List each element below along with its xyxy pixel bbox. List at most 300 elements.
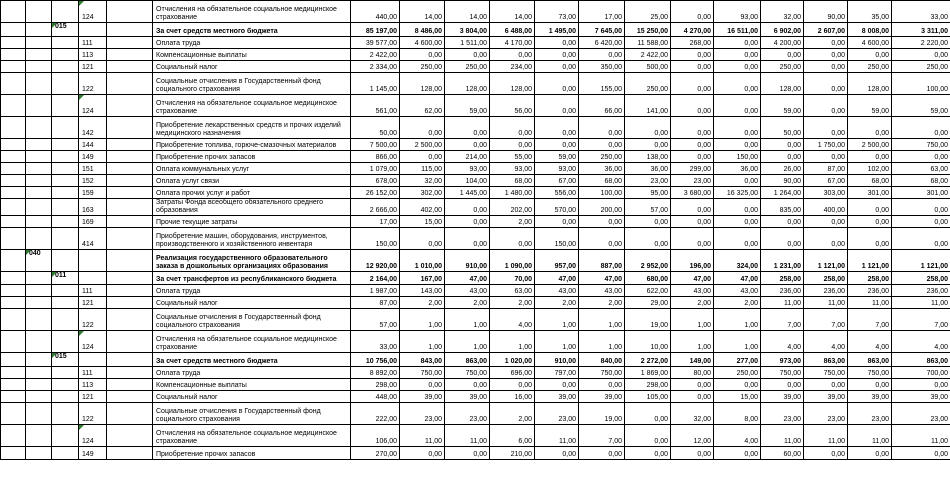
amount-cell[interactable]: 0,00 — [848, 49, 892, 61]
program-code-cell[interactable] — [26, 425, 52, 447]
amount-cell[interactable]: 39,00 — [892, 391, 950, 403]
subprogram-code-cell[interactable] — [52, 1, 79, 23]
blank-cell[interactable] — [1, 216, 26, 228]
item-name-cell[interactable]: Компенсационные выплаты — [153, 379, 351, 391]
amount-cell[interactable]: 80,00 — [671, 367, 714, 379]
amount-cell[interactable]: 7,00 — [579, 425, 625, 447]
subprogram-code-cell[interactable] — [52, 49, 79, 61]
subprogram-code-cell[interactable] — [52, 403, 79, 425]
amount-cell[interactable]: 0,00 — [579, 49, 625, 61]
amount-cell[interactable]: 155,00 — [579, 73, 625, 95]
amount-cell[interactable]: 2 272,00 — [625, 353, 671, 367]
amount-cell[interactable]: 0,00 — [579, 117, 625, 139]
subprogram-code-cell[interactable] — [52, 151, 79, 163]
amount-cell[interactable]: 15,00 — [714, 391, 761, 403]
specifics-code-cell[interactable] — [79, 23, 107, 37]
specifics-code-cell[interactable]: 122 — [79, 403, 107, 425]
amount-cell[interactable]: 33,00 — [351, 331, 400, 353]
program-code-cell[interactable] — [26, 403, 52, 425]
amount-cell[interactable]: 1,00 — [490, 331, 535, 353]
amount-cell[interactable]: 33,00 — [892, 1, 950, 23]
amount-cell[interactable]: 12,00 — [671, 425, 714, 447]
amount-cell[interactable]: 128,00 — [400, 73, 445, 95]
blank-cell[interactable] — [1, 353, 26, 367]
amount-cell[interactable]: 1 495,00 — [535, 23, 579, 37]
amount-cell[interactable]: 0,00 — [535, 73, 579, 95]
amount-cell[interactable]: 750,00 — [892, 139, 950, 151]
amount-cell[interactable]: 63,00 — [892, 163, 950, 175]
amount-cell[interactable]: 39,00 — [400, 391, 445, 403]
amount-cell[interactable]: 0,00 — [892, 228, 950, 250]
blank-cell[interactable] — [1, 61, 26, 73]
specifics-code-cell[interactable]: 414 — [79, 228, 107, 250]
amount-cell[interactable]: 11,00 — [892, 425, 950, 447]
amount-cell[interactable]: 0,00 — [625, 425, 671, 447]
amount-cell[interactable]: 250,00 — [625, 73, 671, 95]
amount-cell[interactable]: 32,00 — [671, 403, 714, 425]
amount-cell[interactable]: 0,00 — [848, 216, 892, 228]
amount-cell[interactable]: 150,00 — [535, 228, 579, 250]
amount-cell[interactable]: 250,00 — [848, 61, 892, 73]
amount-cell[interactable]: 3 804,00 — [445, 23, 490, 37]
amount-cell[interactable]: 863,00 — [445, 353, 490, 367]
blank-cell[interactable] — [107, 331, 153, 353]
blank-cell[interactable] — [1, 425, 26, 447]
amount-cell[interactable]: 0,00 — [714, 37, 761, 49]
amount-cell[interactable]: 0,00 — [445, 228, 490, 250]
program-code-cell[interactable] — [26, 73, 52, 95]
item-name-cell[interactable]: Отчисления на обязательное социальное медицинское страхование — [153, 1, 351, 23]
blank-cell[interactable] — [1, 199, 26, 216]
amount-cell[interactable]: 8 486,00 — [400, 23, 445, 37]
amount-cell[interactable]: 3 680,00 — [671, 187, 714, 199]
amount-cell[interactable]: 1 264,00 — [761, 187, 804, 199]
amount-cell[interactable]: 1 987,00 — [351, 285, 400, 297]
amount-cell[interactable]: 59,00 — [848, 95, 892, 117]
amount-cell[interactable]: 250,00 — [579, 151, 625, 163]
amount-cell[interactable]: 0,00 — [804, 151, 848, 163]
item-name-cell[interactable]: Компенсационные выплаты — [153, 49, 351, 61]
amount-cell[interactable]: 16 325,00 — [714, 187, 761, 199]
amount-cell[interactable]: 0,00 — [671, 49, 714, 61]
amount-cell[interactable]: 23,00 — [400, 403, 445, 425]
amount-cell[interactable]: 680,00 — [625, 272, 671, 285]
amount-cell[interactable]: 29,00 — [625, 297, 671, 309]
amount-cell[interactable]: 2 500,00 — [400, 139, 445, 151]
amount-cell[interactable]: 214,00 — [445, 151, 490, 163]
amount-cell[interactable]: 8,00 — [714, 403, 761, 425]
amount-cell[interactable]: 35,00 — [848, 1, 892, 23]
program-code-cell[interactable] — [26, 163, 52, 175]
amount-cell[interactable]: 93,00 — [714, 1, 761, 23]
blank-cell[interactable] — [1, 187, 26, 199]
amount-cell[interactable]: 1,00 — [445, 309, 490, 331]
program-code-cell[interactable] — [26, 297, 52, 309]
item-name-cell[interactable]: Социальные отчисления в Государственный фонд социального страхования — [153, 403, 351, 425]
amount-cell[interactable]: 11,00 — [445, 425, 490, 447]
amount-cell[interactable]: 0,00 — [671, 1, 714, 23]
amount-cell[interactable]: 1 121,00 — [848, 250, 892, 272]
amount-cell[interactable]: 59,00 — [535, 151, 579, 163]
specifics-code-cell[interactable] — [79, 272, 107, 285]
blank-cell[interactable] — [1, 309, 26, 331]
amount-cell[interactable]: 39,00 — [848, 391, 892, 403]
specifics-code-cell[interactable]: 124 — [79, 425, 107, 447]
amount-cell[interactable]: 0,00 — [671, 391, 714, 403]
amount-cell[interactable]: 39,00 — [579, 391, 625, 403]
amount-cell[interactable]: 298,00 — [351, 379, 400, 391]
item-name-cell[interactable]: Отчисления на обязательное социальное медицинское страхование — [153, 95, 351, 117]
amount-cell[interactable]: 301,00 — [892, 187, 950, 199]
amount-cell[interactable]: 0,00 — [804, 61, 848, 73]
amount-cell[interactable]: 39,00 — [804, 391, 848, 403]
program-code-cell[interactable] — [26, 175, 52, 187]
program-code-cell[interactable] — [26, 151, 52, 163]
amount-cell[interactable]: 0,00 — [892, 379, 950, 391]
amount-cell[interactable]: 105,00 — [625, 391, 671, 403]
specifics-code-cell[interactable]: 159 — [79, 187, 107, 199]
amount-cell[interactable]: 0,00 — [714, 175, 761, 187]
amount-cell[interactable]: 258,00 — [892, 272, 950, 285]
item-name-cell[interactable]: Отчисления на обязательное социальное медицинское страхование — [153, 331, 351, 353]
amount-cell[interactable]: 277,00 — [714, 353, 761, 367]
blank-cell[interactable] — [107, 285, 153, 297]
amount-cell[interactable]: 16 511,00 — [714, 23, 761, 37]
amount-cell[interactable]: 3 311,00 — [892, 23, 950, 37]
blank-cell[interactable] — [107, 95, 153, 117]
amount-cell[interactable]: 138,00 — [625, 151, 671, 163]
amount-cell[interactable]: 0,00 — [848, 447, 892, 460]
amount-cell[interactable]: 0,00 — [761, 139, 804, 151]
program-code-cell[interactable] — [26, 199, 52, 216]
program-code-cell[interactable] — [26, 95, 52, 117]
amount-cell[interactable]: 4,00 — [714, 425, 761, 447]
item-name-cell[interactable]: Оплата труда — [153, 285, 351, 297]
amount-cell[interactable]: 23,00 — [535, 403, 579, 425]
amount-cell[interactable]: 0,00 — [804, 216, 848, 228]
amount-cell[interactable]: 43,00 — [671, 285, 714, 297]
blank-cell[interactable] — [107, 216, 153, 228]
blank-cell[interactable] — [107, 163, 153, 175]
amount-cell[interactable]: 12 920,00 — [351, 250, 400, 272]
blank-cell[interactable] — [1, 49, 26, 61]
amount-cell[interactable]: 973,00 — [761, 353, 804, 367]
amount-cell[interactable]: 750,00 — [761, 367, 804, 379]
amount-cell[interactable]: 8 892,00 — [351, 367, 400, 379]
amount-cell[interactable]: 0,00 — [445, 447, 490, 460]
amount-cell[interactable]: 57,00 — [625, 199, 671, 216]
amount-cell[interactable]: 440,00 — [351, 1, 400, 23]
subprogram-code-cell[interactable] — [52, 285, 79, 297]
specifics-code-cell[interactable]: 111 — [79, 37, 107, 49]
blank-cell[interactable] — [107, 37, 153, 49]
amount-cell[interactable]: 700,00 — [892, 367, 950, 379]
amount-cell[interactable]: 303,00 — [804, 187, 848, 199]
amount-cell[interactable]: 0,00 — [848, 379, 892, 391]
amount-cell[interactable]: 39,00 — [761, 391, 804, 403]
specifics-code-cell[interactable]: 111 — [79, 285, 107, 297]
amount-cell[interactable]: 750,00 — [445, 367, 490, 379]
amount-cell[interactable]: 750,00 — [579, 367, 625, 379]
amount-cell[interactable]: 863,00 — [804, 353, 848, 367]
amount-cell[interactable]: 250,00 — [892, 61, 950, 73]
amount-cell[interactable]: 11,00 — [848, 297, 892, 309]
amount-cell[interactable]: 0,00 — [400, 151, 445, 163]
amount-cell[interactable]: 56,00 — [490, 95, 535, 117]
amount-cell[interactable]: 16,00 — [490, 391, 535, 403]
blank-cell[interactable] — [1, 250, 26, 272]
amount-cell[interactable]: 0,00 — [671, 447, 714, 460]
amount-cell[interactable]: 0,00 — [804, 73, 848, 95]
specifics-code-cell[interactable]: 152 — [79, 175, 107, 187]
item-name-cell[interactable]: Оплата услуг связи — [153, 175, 351, 187]
amount-cell[interactable]: 23,00 — [804, 403, 848, 425]
amount-cell[interactable]: 149,00 — [671, 353, 714, 367]
amount-cell[interactable]: 19,00 — [625, 309, 671, 331]
specifics-code-cell[interactable]: 124 — [79, 1, 107, 23]
amount-cell[interactable]: 2 952,00 — [625, 250, 671, 272]
amount-cell[interactable]: 2 164,00 — [351, 272, 400, 285]
amount-cell[interactable]: 11,00 — [761, 425, 804, 447]
amount-cell[interactable]: 0,00 — [535, 447, 579, 460]
blank-cell[interactable] — [1, 1, 26, 23]
amount-cell[interactable]: 23,00 — [671, 175, 714, 187]
amount-cell[interactable]: 1 010,00 — [400, 250, 445, 272]
amount-cell[interactable]: 250,00 — [400, 61, 445, 73]
amount-cell[interactable]: 0,00 — [445, 49, 490, 61]
blank-cell[interactable] — [1, 403, 26, 425]
amount-cell[interactable]: 0,00 — [625, 447, 671, 460]
amount-cell[interactable]: 87,00 — [351, 297, 400, 309]
specifics-code-cell[interactable] — [79, 353, 107, 367]
amount-cell[interactable]: 0,00 — [804, 228, 848, 250]
amount-cell[interactable]: 0,00 — [400, 228, 445, 250]
amount-cell[interactable]: 7,00 — [892, 309, 950, 331]
subprogram-code-cell[interactable] — [52, 163, 79, 175]
program-code-cell[interactable] — [26, 285, 52, 297]
amount-cell[interactable]: 6 488,00 — [490, 23, 535, 37]
amount-cell[interactable]: 143,00 — [400, 285, 445, 297]
subprogram-code-cell[interactable] — [52, 199, 79, 216]
item-name-cell[interactable]: Прочие текущие затраты — [153, 216, 351, 228]
program-code-cell[interactable] — [26, 309, 52, 331]
program-code-cell[interactable] — [26, 331, 52, 353]
blank-cell[interactable] — [107, 175, 153, 187]
amount-cell[interactable]: 0,00 — [490, 117, 535, 139]
amount-cell[interactable]: 2 334,00 — [351, 61, 400, 73]
amount-cell[interactable]: 448,00 — [351, 391, 400, 403]
amount-cell[interactable]: 4,00 — [848, 331, 892, 353]
amount-cell[interactable]: 90,00 — [761, 175, 804, 187]
specifics-code-cell[interactable]: 122 — [79, 309, 107, 331]
blank-cell[interactable] — [1, 297, 26, 309]
blank-cell[interactable] — [1, 379, 26, 391]
amount-cell[interactable]: 910,00 — [535, 353, 579, 367]
subprogram-code-cell[interactable] — [52, 117, 79, 139]
amount-cell[interactable]: 25,00 — [625, 1, 671, 23]
item-name-cell[interactable]: Социальные отчисления в Государственный фонд социального страхования — [153, 73, 351, 95]
amount-cell[interactable]: 270,00 — [351, 447, 400, 460]
subprogram-code-cell[interactable] — [52, 447, 79, 460]
amount-cell[interactable]: 141,00 — [625, 95, 671, 117]
amount-cell[interactable]: 11,00 — [804, 425, 848, 447]
amount-cell[interactable]: 87,00 — [804, 163, 848, 175]
blank-cell[interactable] — [1, 23, 26, 37]
amount-cell[interactable]: 0,00 — [761, 151, 804, 163]
subprogram-code-cell[interactable] — [52, 139, 79, 151]
amount-cell[interactable]: 0,00 — [848, 199, 892, 216]
amount-cell[interactable]: 0,00 — [892, 216, 950, 228]
amount-cell[interactable]: 1 145,00 — [351, 73, 400, 95]
blank-cell[interactable] — [107, 73, 153, 95]
program-code-cell[interactable] — [26, 37, 52, 49]
amount-cell[interactable]: 39 577,00 — [351, 37, 400, 49]
amount-cell[interactable]: 23,00 — [892, 403, 950, 425]
amount-cell[interactable]: 67,00 — [535, 175, 579, 187]
amount-cell[interactable]: 7,00 — [761, 309, 804, 331]
amount-cell[interactable]: 750,00 — [848, 367, 892, 379]
amount-cell[interactable]: 32,00 — [761, 1, 804, 23]
amount-cell[interactable]: 4 600,00 — [400, 37, 445, 49]
amount-cell[interactable]: 43,00 — [714, 285, 761, 297]
amount-cell[interactable]: 258,00 — [804, 272, 848, 285]
amount-cell[interactable]: 0,00 — [400, 447, 445, 460]
specifics-code-cell[interactable]: 151 — [79, 163, 107, 175]
amount-cell[interactable]: 2 220,00 — [892, 37, 950, 49]
blank-cell[interactable] — [107, 23, 153, 37]
amount-cell[interactable]: 66,00 — [579, 95, 625, 117]
amount-cell[interactable]: 23,00 — [761, 403, 804, 425]
amount-cell[interactable]: 47,00 — [579, 272, 625, 285]
item-name-cell[interactable]: Приобретение прочих запасов — [153, 447, 351, 460]
amount-cell[interactable]: 0,00 — [714, 199, 761, 216]
amount-cell[interactable]: 0,00 — [445, 139, 490, 151]
amount-cell[interactable]: 835,00 — [761, 199, 804, 216]
specifics-code-cell[interactable]: 124 — [79, 95, 107, 117]
amount-cell[interactable]: 863,00 — [848, 353, 892, 367]
amount-cell[interactable]: 93,00 — [445, 163, 490, 175]
amount-cell[interactable]: 4,00 — [892, 331, 950, 353]
specifics-code-cell[interactable]: 121 — [79, 61, 107, 73]
specifics-code-cell[interactable]: 111 — [79, 367, 107, 379]
amount-cell[interactable]: 73,00 — [535, 1, 579, 23]
amount-cell[interactable]: 0,00 — [490, 139, 535, 151]
amount-cell[interactable]: 1,00 — [714, 309, 761, 331]
item-name-cell[interactable]: За счет трансфертов из республиканского бюджета — [153, 272, 351, 285]
amount-cell[interactable]: 0,00 — [714, 216, 761, 228]
specifics-code-cell[interactable]: 124 — [79, 331, 107, 353]
amount-cell[interactable]: 0,00 — [490, 379, 535, 391]
amount-cell[interactable]: 0,00 — [535, 95, 579, 117]
amount-cell[interactable]: 0,00 — [671, 151, 714, 163]
item-name-cell[interactable]: Оплата прочих услуг и работ — [153, 187, 351, 199]
amount-cell[interactable]: 0,00 — [671, 95, 714, 117]
program-code-cell[interactable] — [26, 391, 52, 403]
amount-cell[interactable]: 11,00 — [804, 297, 848, 309]
program-code-cell[interactable] — [26, 379, 52, 391]
amount-cell[interactable]: 4 270,00 — [671, 23, 714, 37]
amount-cell[interactable]: 43,00 — [579, 285, 625, 297]
amount-cell[interactable]: 1,00 — [400, 331, 445, 353]
amount-cell[interactable]: 250,00 — [714, 367, 761, 379]
amount-cell[interactable]: 6 420,00 — [579, 37, 625, 49]
amount-cell[interactable]: 15 250,00 — [625, 23, 671, 37]
amount-cell[interactable]: 222,00 — [351, 403, 400, 425]
item-name-cell[interactable]: Оплата труда — [153, 367, 351, 379]
amount-cell[interactable]: 62,00 — [400, 95, 445, 117]
amount-cell[interactable]: 15,00 — [400, 216, 445, 228]
subprogram-code-cell[interactable] — [52, 37, 79, 49]
amount-cell[interactable]: 0,00 — [445, 216, 490, 228]
amount-cell[interactable]: 0,00 — [848, 228, 892, 250]
subprogram-code-cell[interactable] — [52, 309, 79, 331]
amount-cell[interactable]: 258,00 — [848, 272, 892, 285]
amount-cell[interactable]: 0,00 — [804, 95, 848, 117]
blank-cell[interactable] — [107, 139, 153, 151]
amount-cell[interactable]: 750,00 — [804, 367, 848, 379]
amount-cell[interactable]: 0,00 — [625, 216, 671, 228]
amount-cell[interactable]: 2,00 — [490, 403, 535, 425]
amount-cell[interactable]: 43,00 — [535, 285, 579, 297]
amount-cell[interactable]: 2,00 — [714, 297, 761, 309]
amount-cell[interactable]: 0,00 — [804, 49, 848, 61]
item-name-cell[interactable]: Приобретение лекарственных средств и прочих изделий медицинского назначения — [153, 117, 351, 139]
amount-cell[interactable]: 36,00 — [579, 163, 625, 175]
amount-cell[interactable]: 4,00 — [761, 331, 804, 353]
subprogram-code-cell[interactable]: 015 — [52, 353, 79, 367]
amount-cell[interactable]: 1 020,00 — [490, 353, 535, 367]
amount-cell[interactable]: 0,00 — [714, 228, 761, 250]
item-name-cell[interactable]: Социальный налог — [153, 61, 351, 73]
amount-cell[interactable]: 2 666,00 — [351, 199, 400, 216]
program-code-cell[interactable] — [26, 117, 52, 139]
item-name-cell[interactable]: Оплата коммунальных услуг — [153, 163, 351, 175]
amount-cell[interactable]: 0,00 — [761, 379, 804, 391]
amount-cell[interactable]: 11,00 — [761, 297, 804, 309]
amount-cell[interactable]: 2,00 — [490, 216, 535, 228]
amount-cell[interactable]: 236,00 — [761, 285, 804, 297]
amount-cell[interactable]: 210,00 — [490, 447, 535, 460]
subprogram-code-cell[interactable] — [52, 216, 79, 228]
amount-cell[interactable]: 0,00 — [761, 216, 804, 228]
amount-cell[interactable]: 236,00 — [804, 285, 848, 297]
amount-cell[interactable]: 68,00 — [848, 175, 892, 187]
amount-cell[interactable]: 100,00 — [579, 187, 625, 199]
amount-cell[interactable]: 200,00 — [579, 199, 625, 216]
amount-cell[interactable]: 0,00 — [804, 117, 848, 139]
amount-cell[interactable]: 1,00 — [714, 331, 761, 353]
blank-cell[interactable] — [107, 272, 153, 285]
amount-cell[interactable]: 36,00 — [714, 163, 761, 175]
amount-cell[interactable]: 2,00 — [490, 297, 535, 309]
amount-cell[interactable]: 402,00 — [400, 199, 445, 216]
amount-cell[interactable]: 0,00 — [714, 61, 761, 73]
amount-cell[interactable]: 2,00 — [445, 297, 490, 309]
amount-cell[interactable]: 14,00 — [445, 1, 490, 23]
amount-cell[interactable]: 104,00 — [445, 175, 490, 187]
subprogram-code-cell[interactable]: 015 — [52, 23, 79, 37]
amount-cell[interactable]: 0,00 — [761, 228, 804, 250]
amount-cell[interactable]: 0,00 — [579, 216, 625, 228]
amount-cell[interactable]: 50,00 — [761, 117, 804, 139]
amount-cell[interactable]: 2 422,00 — [625, 49, 671, 61]
amount-cell[interactable]: 500,00 — [625, 61, 671, 73]
blank-cell[interactable] — [107, 403, 153, 425]
amount-cell[interactable]: 1,00 — [445, 331, 490, 353]
amount-cell[interactable]: 0,00 — [892, 117, 950, 139]
amount-cell[interactable]: 0,00 — [714, 117, 761, 139]
amount-cell[interactable]: 1 445,00 — [445, 187, 490, 199]
